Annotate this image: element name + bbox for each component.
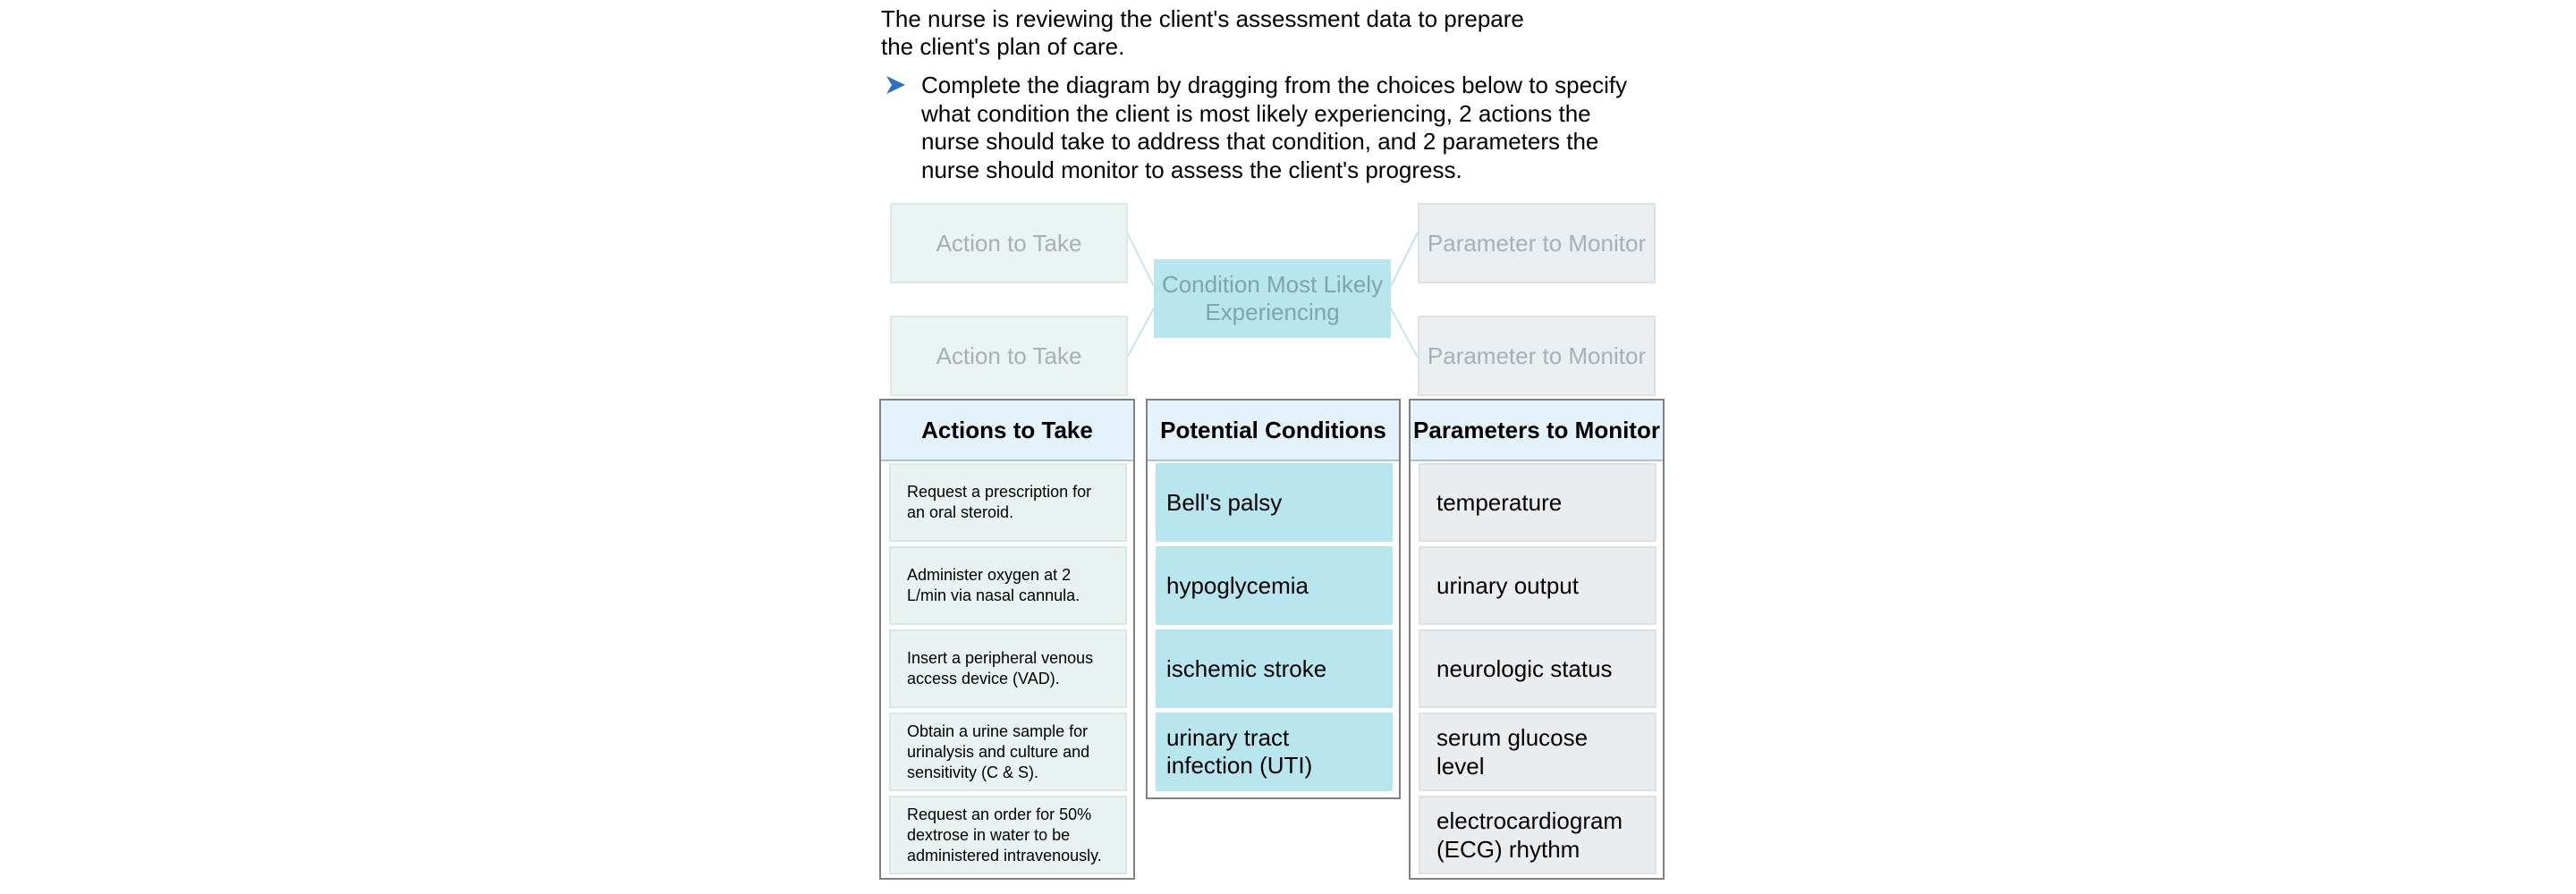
action-option[interactable]: Request an order for 50% dextrose in water to be administered intravenously. xyxy=(889,796,1127,874)
connector-line xyxy=(1391,232,1418,286)
parameter-option[interactable]: neurologic status xyxy=(1419,629,1657,708)
arrow-right-icon xyxy=(885,75,906,95)
condition-option[interactable]: ischemic stroke xyxy=(1156,629,1393,708)
action-option[interactable]: Insert a peripheral venous access device (VAD). xyxy=(889,629,1127,708)
condition-drop-zone[interactable]: Condition Most Likely Experiencing xyxy=(1154,259,1391,338)
condition-option[interactable]: Bell's palsy xyxy=(1156,463,1393,542)
condition-option[interactable]: hypoglycemia xyxy=(1156,546,1393,625)
parameters-column xyxy=(1409,399,1665,880)
action-option[interactable]: Administer oxygen at 2 L/min via nasal cannula. xyxy=(889,546,1127,625)
action-option[interactable]: Request a prescription for an oral steroid. xyxy=(889,463,1127,542)
parameter-option[interactable]: serum glucose level xyxy=(1419,713,1657,791)
connector-line xyxy=(1127,232,1154,286)
action-option[interactable]: Obtain a urine sample for urinalysis and culture and sensitivity (C & S). xyxy=(889,713,1127,791)
intro-text: The nurse is reviewing the client's assessment data to prepare the client's plan of care. xyxy=(881,5,1524,60)
action-drop-zone-2[interactable]: Action to Take xyxy=(890,316,1128,396)
actions-column-header: Actions to Take xyxy=(881,401,1133,461)
condition-option[interactable]: urinary tract infection (UTI) xyxy=(1156,713,1393,791)
parameter-option[interactable]: electrocardiogram (ECG) rhythm xyxy=(1419,796,1657,874)
parameter-drop-zone-1[interactable]: Parameter to Monitor xyxy=(1418,203,1656,283)
connector-line xyxy=(1391,308,1418,358)
conditions-column xyxy=(1146,399,1401,799)
connector-line xyxy=(1127,308,1154,358)
parameter-option[interactable]: urinary output xyxy=(1419,546,1657,625)
conditions-column-header: Potential Conditions xyxy=(1148,401,1399,461)
parameter-option[interactable]: temperature xyxy=(1419,463,1657,542)
action-drop-zone-1[interactable]: Action to Take xyxy=(890,203,1128,283)
parameters-column-header: Parameters to Monitor xyxy=(1411,401,1663,461)
actions-column xyxy=(879,399,1135,880)
parameter-drop-zone-2[interactable]: Parameter to Monitor xyxy=(1418,316,1656,396)
instruction-text: Complete the diagram by dragging from the choices below to specify what condition the client is most likely experiencing, 2 actions the nurse should take to address that condition, and 2 parameters the nurse should monitor to assess the client's progress. xyxy=(921,72,1628,183)
